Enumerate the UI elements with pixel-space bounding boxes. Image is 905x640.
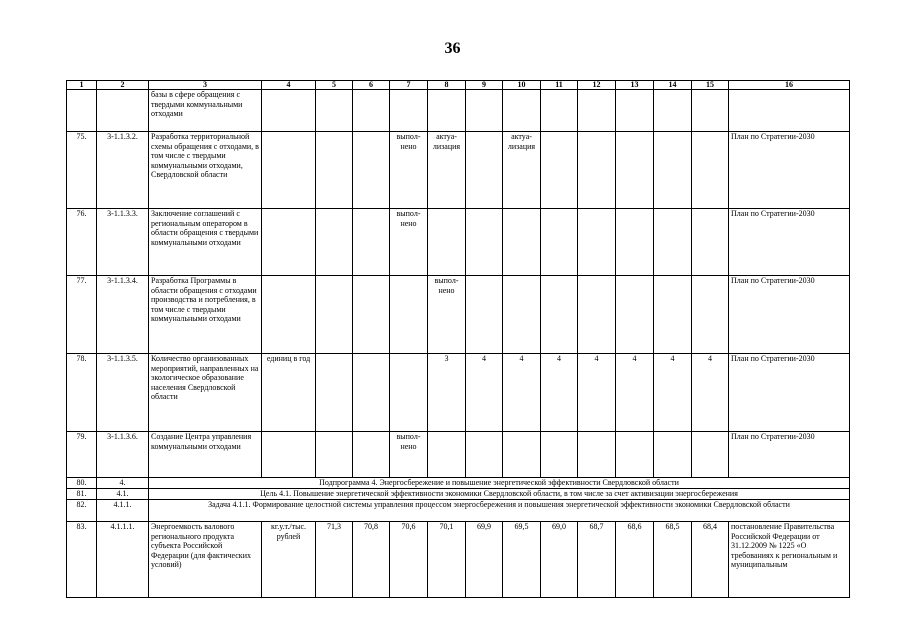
value-cell: 68,7 <box>578 522 616 598</box>
indicator-name: Энергоемкость валового регионального продукта субъекта Российской Федерации (для фактических условий) <box>149 522 262 598</box>
value-cell: 4 <box>654 354 692 432</box>
basis-note: План по Стратегии-2030 <box>729 209 850 276</box>
value-cell: 71,3 <box>316 522 353 598</box>
header-cell: 5 <box>316 81 353 90</box>
value-cell: выпол-нено <box>390 132 428 209</box>
table-row <box>67 522 850 598</box>
value-cell: выпол-нено <box>390 432 428 478</box>
row-number: 77. <box>67 276 97 354</box>
row-code: 3-1.1.3.6. <box>97 432 149 478</box>
row-code: 4.1.1.1. <box>97 522 149 598</box>
value-cell: 68,4 <box>692 522 729 598</box>
basis-note: План по Стратегии-2030 <box>729 276 850 354</box>
value-cell: 68,5 <box>654 522 692 598</box>
header-cell: 16 <box>729 81 850 90</box>
row-number: 82. <box>67 500 97 522</box>
table-row <box>67 478 850 489</box>
header-cell: 14 <box>654 81 692 90</box>
row-code: 3-1.1.3.4. <box>97 276 149 354</box>
row-code: 3-1.1.3.3. <box>97 209 149 276</box>
indicator-name: Создание Центра управления коммунальными отходами <box>149 432 262 478</box>
page-number: 36 <box>444 40 461 57</box>
value-cell: 69,5 <box>503 522 541 598</box>
value-cell: 4 <box>466 354 503 432</box>
table-row <box>67 354 850 432</box>
value-cell: выпол-нено <box>390 209 428 276</box>
value-cell: 4 <box>541 354 578 432</box>
header-cell: 6 <box>353 81 390 90</box>
unit-cell: кг.у.т./тыс. рублей <box>262 522 316 598</box>
value-cell: 69,0 <box>541 522 578 598</box>
indicator-name: Разработка территориальной схемы обращения с отходами, в том числе с твердыми коммунальными отходами, Свердловской области <box>149 132 262 209</box>
header-cell: 2 <box>97 81 149 90</box>
indicator-name: Количество организованных мероприятий, направленных на экологическое образование населения Свердловской области <box>149 354 262 432</box>
table-row <box>67 432 850 478</box>
value-cell: 4 <box>616 354 654 432</box>
header-cell: 12 <box>578 81 616 90</box>
table-row <box>67 489 850 500</box>
subprogram-title: Подпрограмма 4. Энергосбережение и повышение энергетической эффективности Свердловской области <box>149 478 850 489</box>
value-cell: 68,6 <box>616 522 654 598</box>
header-cell: 1 <box>67 81 97 90</box>
basis-note: План по Стратегии-2030 <box>729 132 850 209</box>
row-number: 80. <box>67 478 97 489</box>
table-row <box>67 209 850 276</box>
value-cell: 4 <box>692 354 729 432</box>
value-cell: выпол-нено <box>428 276 466 354</box>
row-number: 83. <box>67 522 97 598</box>
indicator-table <box>66 80 850 598</box>
value-cell: 69,9 <box>466 522 503 598</box>
table-row <box>67 132 850 209</box>
row-code: 3-1.1.3.5. <box>97 354 149 432</box>
header-cell: 13 <box>616 81 654 90</box>
table-row <box>67 276 850 354</box>
value-cell: 3 <box>428 354 466 432</box>
goal-title: Цель 4.1. Повышение энергетической эффективности экономики Свердловской области, в том числе за счет активизации энергосбережения <box>149 489 850 500</box>
header-cell: 8 <box>428 81 466 90</box>
row-code: 4.1. <box>97 489 149 500</box>
row-code: 4. <box>97 478 149 489</box>
unit-cell: единиц в год <box>262 354 316 432</box>
header-cell: 11 <box>541 81 578 90</box>
header-cell: 10 <box>503 81 541 90</box>
header-cell: 15 <box>692 81 729 90</box>
table-header-row <box>67 81 850 90</box>
row-number: 76. <box>67 209 97 276</box>
basis-note: План по Стратегии-2030 <box>729 432 850 478</box>
table-row <box>67 500 850 522</box>
row-number: 75. <box>67 132 97 209</box>
row-code: 4.1.1. <box>97 500 149 522</box>
indicator-name: Заключение соглашений с региональным оператором в области обращения с твердыми коммунальными отходами <box>149 209 262 276</box>
header-cell: 4 <box>262 81 316 90</box>
header-cell: 3 <box>149 81 262 90</box>
task-title: Задача 4.1.1. Формирование целостной системы управления процессом энергосбережения и повышения энергетической эффективности экономики Свердловской области <box>149 500 850 522</box>
value-cell: 70,6 <box>390 522 428 598</box>
header-cell: 9 <box>466 81 503 90</box>
value-cell: 70,1 <box>428 522 466 598</box>
value-cell: 4 <box>503 354 541 432</box>
basis-note: План по Стратегии-2030 <box>729 354 850 432</box>
header-cell: 7 <box>390 81 428 90</box>
value-cell: актуа-лизация <box>503 132 541 209</box>
table-row <box>67 90 850 132</box>
value-cell: актуа-лизация <box>428 132 466 209</box>
row-number: 78. <box>67 354 97 432</box>
indicator-name: базы в сфере обращения с твердыми коммунальными отходами <box>149 90 262 132</box>
row-code: 3-1.1.3.2. <box>97 132 149 209</box>
basis-note: постановление Правительства Российской Федерации от 31.12.2009 № 1225 «О требованиях к региональным и муниципальным <box>729 522 850 598</box>
indicator-name: Разработка Программы в области обращения с отходами производства и потребления, в том числе с твердыми коммунальными отходами <box>149 276 262 354</box>
row-number: 79. <box>67 432 97 478</box>
value-cell: 70,8 <box>353 522 390 598</box>
row-number: 81. <box>67 489 97 500</box>
value-cell: 4 <box>578 354 616 432</box>
